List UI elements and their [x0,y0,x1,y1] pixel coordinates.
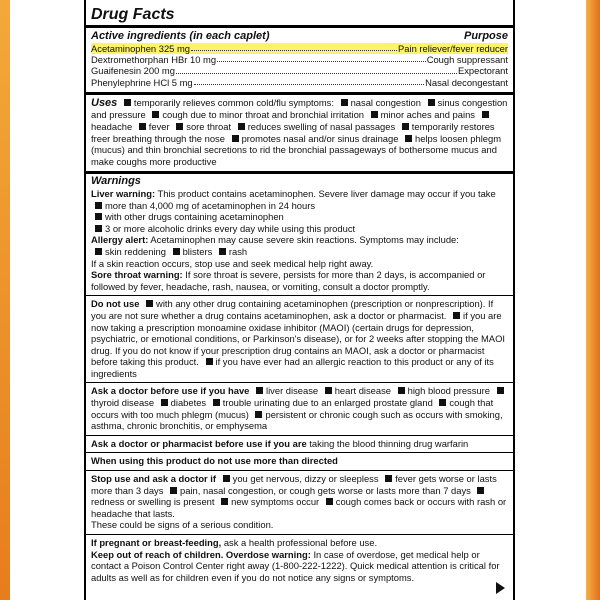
leader-dots [191,43,397,51]
allergy-alert-text: Acetaminophen may cause severe skin reactions. Symptoms may include: [150,234,459,246]
stop-item: pain, nasal congestion, or cough gets worse or lasts more than 7 days [180,484,471,496]
leader-dots [176,65,457,73]
bullet-square [223,475,230,482]
bullet-square [173,248,180,255]
allergy-alert-label: Allergy alert: [91,234,149,246]
pregnancy-section [91,535,508,586]
bullet-square [170,487,177,494]
do-not-use-item: if you have ever had an allergic reaction to this product or any of its ingredients [91,356,494,379]
when-using-section [91,453,508,470]
bullet-square [95,248,102,255]
keep-out-label: Keep out of reach of children. [91,548,224,560]
use-item: minor aches and pains [380,109,475,121]
condition-item: heart disease [334,385,392,397]
liver-item: 3 or more alcoholic drinks every day while using this product [105,222,356,234]
use-item: promotes nasal and/or sinus drainage [241,132,399,144]
use-item: temporarily restores freer breathing through the nose [91,121,495,144]
ingredient-name: Guaifenesin 200 mg [91,65,175,77]
leader-dots [217,54,426,62]
bullet-square [341,99,348,106]
use-item: cough due to minor throat and bronchial irritation [162,109,365,121]
bullet-square [161,399,168,406]
use-item: fever [148,121,170,132]
panel-title: Drug Facts [91,6,175,23]
bullet-square [371,111,378,118]
drug-facts-panel [84,0,515,600]
warnings-section [91,174,508,295]
bullet-square [477,487,484,494]
stop-use-after: These could be signs of a serious condition. [91,519,274,531]
do-not-use-label: Do not use [91,298,140,310]
ask-doctor-section [91,383,508,434]
bullet-square [139,123,146,130]
ingredient-purpose: Expectorant [457,65,508,77]
bullet-square [398,387,405,394]
bullet-square [325,387,332,394]
stop-item: cough comes back or occurs with rash or headache that lasts. [91,496,507,519]
bullet-square [482,111,489,118]
bullet-square [146,300,153,307]
allergy-item: rash [228,245,248,257]
bullet-square [439,399,446,406]
bullet-square [95,202,102,209]
bullet-square [124,99,131,106]
ingredient-purpose: Cough suppressant [426,54,508,66]
uses-section [91,95,508,171]
bullet-square [255,411,262,418]
ask-doctor-label: Ask a doctor before use if you have [91,385,250,397]
do-not-use-item: if you are now taking a prescription monoamine oxidase inhibitor (MAOI) (certain drugs for depression, psychiatric, or emotional conditions, or Parkinson's disease), or for 2 weeks after stopping the MAOI drug. If you do not know if your prescription drug contains an MAOI, ask a doctor or pharmacist before taking this product. [91,309,505,368]
bullet-square [497,387,504,394]
bullet-square [176,123,183,130]
active-ingredients-header [91,29,508,43]
package-left-edge [0,0,10,600]
bullet-square [232,135,239,142]
ingredient-name: Phenylephrine HCl 5 mg [91,76,193,88]
continue-arrow-icon [496,582,505,594]
purpose-heading: Purpose [463,30,508,42]
condition-item: cough that occurs with too much phlegm (mucus) [91,397,494,420]
allergy-item: skin reddening [105,245,166,257]
stop-item: you get nervous, dizzy or sleepless [232,473,379,485]
ask-pharmacist-text: taking the blood thinning drug warfarin [309,437,469,449]
active-ingredients-section [91,28,508,91]
use-item: headache [91,121,133,132]
stop-item: new symptoms occur [231,496,320,508]
bullet-square [95,225,102,232]
ingredient-row [91,43,508,54]
use-item: sore throat [186,121,232,132]
bullet-square [453,312,460,319]
use-item: sinus congestion and pressure [91,96,508,121]
overdose-text: In case of overdose, get medical help or contact a Poison Control Center right away (1-800-222-1222). Quick medical attention is critical for adults as well as for children even if you do not notice any signs or symptoms. [91,548,500,583]
liver-warning-text: This product contains acetaminophen. Severe liver damage may occur if you take [157,187,496,199]
use-item: temporarily relieves common cold/flu symptoms: [133,96,334,108]
liver-item: with other drugs containing acetaminophen [105,211,284,223]
package-right-edge [586,0,600,600]
allergy-after-text: If a skin reaction occurs, stop use and seek medical help right away. [91,257,374,269]
ingredient-purpose: Pain reliever/fever reducer [398,43,508,54]
use-item: helps loosen phlegm (mucus) and thin bronchial secretions to rid the bronchial passageways of bothersome mucus and make coughs more productive [91,132,502,167]
ingredient-row [91,54,508,65]
bullet-square [405,135,412,142]
bullet-square [428,99,435,106]
bullet-square [385,475,392,482]
ingredient-name: Acetaminophen 325 mg [91,43,191,54]
ask-pharmacist-label: Ask a doctor or pharmacist before use if you are [91,437,307,449]
ingredient-name: Dextromethorphan HBr 10 mg [91,54,217,66]
pregnant-text: ask a health professional before use. [223,537,378,548]
ingredient-row [91,77,508,88]
uses-label: Uses [91,96,118,109]
bullet-square [238,123,245,130]
leader-dots [194,77,425,85]
bullet-square [326,498,333,505]
stop-use-label: Stop use and ask a doctor if [91,473,217,485]
bullet-square [95,213,102,220]
bullet-square [213,399,220,406]
warnings-label: Warnings [91,175,141,188]
stop-item: redness or swelling is present [91,496,215,508]
condition-item: high blood pressure [407,385,490,397]
pregnant-label: If pregnant or breast-feeding, [91,537,222,548]
condition-item: liver disease [266,385,319,397]
stop-use-section [91,471,508,534]
sore-throat-text: If sore throat is severe, persists for more than 2 days, is accompanied or followed by fever, headache, rash, nausea, or vomiting, consult a doctor promptly. [91,269,486,292]
bullet-square [256,387,263,394]
do-not-use-item: with any other drug containing acetaminophen (prescription or nonprescription). If you are not sure whether a drug contains acetaminophen, ask a doctor or pharmacist. [91,298,494,321]
use-item: nasal congestion [350,96,421,108]
bullet-square [221,498,228,505]
liver-warning-label: Liver warning: [91,187,156,199]
use-item: reduces swelling of nasal passages [247,121,396,132]
allergy-item: blisters [182,245,213,257]
condition-item: persistent or chronic cough such as occurs with smoking, asthma, chronic bronchitis, or emphysema [91,408,503,432]
overdose-label: Overdose warning: [225,548,311,560]
stop-item: fever gets worse or lasts more than 3 days [91,473,497,496]
ingredient-purpose: Nasal decongestant [425,76,508,88]
bullet-square [206,358,213,365]
bullet-square [152,111,159,118]
liver-item: more than 4,000 mg of acetaminophen in 24 hours [105,199,316,211]
condition-item: trouble urinating due to an enlarged prostate gland [222,397,433,409]
do-not-use-section [91,296,508,382]
condition-item: diabetes [170,397,207,409]
active-ingredients-heading: Active ingredients (in each caplet) [91,30,270,42]
ask-pharmacist-section [91,436,508,453]
sore-throat-label: Sore throat warning: [91,269,183,281]
when-using-label: When using this product do not use more than directed [91,455,338,467]
ingredient-row [91,65,508,76]
bullet-square [402,123,409,130]
bullet-square [219,248,226,255]
condition-item: thyroid disease [91,397,155,409]
